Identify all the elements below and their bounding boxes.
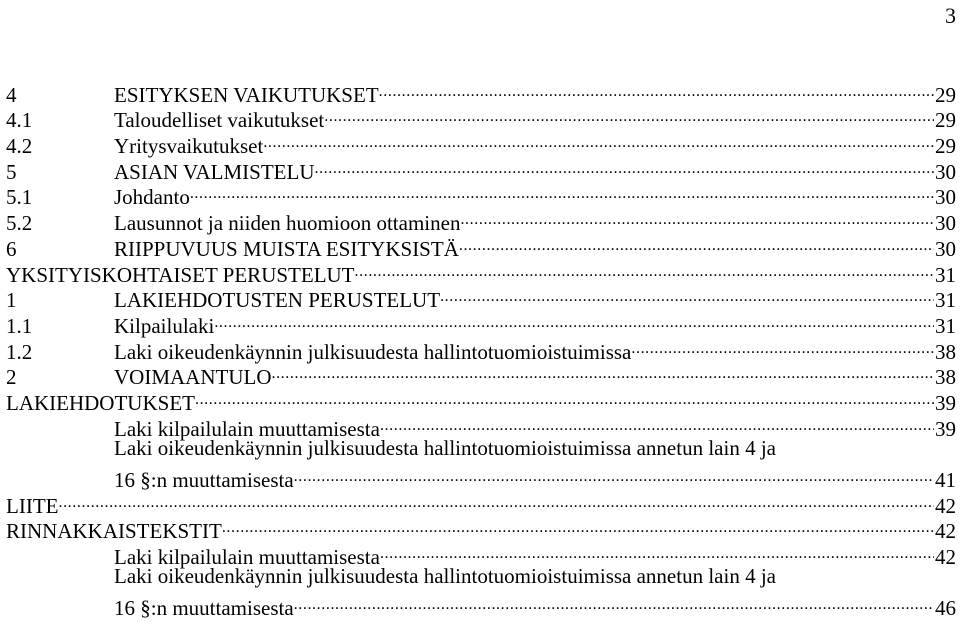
toc-entry-number: 1 (6, 288, 17, 313)
toc-dot-leader (195, 384, 934, 410)
toc-entry-page: 39 (935, 390, 956, 415)
toc-entry-title: 16 §:n muuttamisesta (114, 468, 294, 492)
toc-entry[interactable] (6, 513, 956, 544)
toc-entry-page: 29 (935, 134, 956, 159)
toc-entry-page: 30 (935, 211, 956, 236)
toc-dot-leader (460, 204, 934, 230)
toc-entry-title: RINNAKKAISTEKSTIT (6, 519, 222, 544)
toc-dot-leader (271, 359, 934, 385)
toc-entry[interactable] (6, 76, 956, 107)
toc-entry-page: 38 (935, 365, 956, 390)
toc-entry-number: 5.2 (6, 211, 33, 236)
toc-dot-leader (222, 513, 934, 539)
toc-entry[interactable] (6, 461, 956, 492)
toc-entry-page: 31 (935, 313, 956, 338)
toc-entry-page: 30 (935, 185, 956, 210)
toc-entry-page: 42 (935, 519, 956, 544)
toc-dot-leader (214, 307, 934, 333)
toc-dot-leader (190, 179, 934, 205)
toc-entry-title: Johdanto (114, 185, 190, 210)
toc-entry-page: 38 (935, 339, 956, 364)
toc-entry-number: 6 (6, 236, 17, 261)
toc-entry-number: 4.1 (6, 108, 33, 133)
toc-entry-number: 5 (6, 159, 17, 184)
toc-entry-number: 4.2 (6, 134, 33, 159)
toc-entry-title: 16 §:n muuttamisesta (114, 596, 294, 621)
toc-entry-page: 29 (935, 82, 956, 107)
toc-entry-title: Lausunnot ja niiden huomioon ottaminen (114, 211, 461, 236)
toc-entry-title: VOIMAANTULO (114, 365, 272, 390)
toc-entry-title: Kilpailulaki (114, 313, 215, 338)
toc-entry-page: 42 (935, 493, 956, 518)
toc-entry-page: 42 (935, 545, 956, 570)
toc-entry-title: Taloudelliset vaikutukset (114, 108, 325, 133)
toc-dot-leader (459, 230, 934, 256)
toc-dot-leader (631, 333, 934, 359)
toc-entry-title: Yritysvaikutukset (114, 134, 264, 159)
toc-entry[interactable] (6, 590, 956, 621)
toc-entry-title: ESITYKSEN VAIKUTUKSET (114, 82, 379, 107)
toc-entry-page: 31 (935, 288, 956, 313)
toc-entry-title: LIITE (6, 493, 59, 518)
toc-entry-title-line: Laki oikeudenkäynnin julkisuudesta hallintotuomioistuimissa annetun lain 4 ja (114, 435, 776, 460)
toc-entry-number: 1.2 (6, 339, 33, 364)
toc-dot-leader (314, 153, 934, 179)
toc-entry-page: 30 (935, 236, 956, 261)
toc-entry-title: Laki kilpailulain muuttamisesta (114, 416, 380, 441)
toc-entry-title: YKSITYISKOHTAISET PERUSTELUT (6, 262, 355, 287)
toc-dot-leader (380, 410, 934, 436)
toc-entry-title: RIIPPUVUUS MUISTA ESITYKSISTÄ (114, 236, 459, 261)
toc-entry-number: 1.1 (6, 313, 33, 338)
toc-entry-page: 29 (935, 108, 956, 133)
toc-entry-number: 5.1 (6, 185, 33, 210)
toc-dot-leader (380, 538, 934, 564)
toc-entry-page: 39 (935, 416, 956, 441)
toc-entry-title-line: Laki oikeudenkäynnin julkisuudesta hallintotuomioistuimissa annetun lain 4 ja (114, 564, 776, 589)
toc-entry-number: 2 (6, 365, 17, 390)
toc-dot-leader (263, 127, 934, 153)
toc-dot-leader (294, 461, 934, 487)
toc-entry-title: Laki oikeudenkäynnin julkisuudesta hallintotuomioistuimissa (114, 339, 632, 364)
toc-entry[interactable] (6, 487, 956, 518)
toc-entry-title: Laki kilpailulain muuttamisesta (114, 545, 380, 570)
toc-entry-title: ASIAN VALMISTELU (114, 159, 315, 184)
toc-entry-page: 31 (935, 262, 956, 287)
toc-entry-title: LAKIEHDOTUKSET (6, 390, 195, 415)
toc-dot-leader (294, 590, 934, 616)
toc-entry-page: 30 (935, 159, 956, 184)
toc-entry-number: 4 (6, 82, 17, 107)
toc-dot-leader (440, 282, 934, 308)
toc-dot-leader (58, 487, 934, 513)
table-of-contents (6, 76, 956, 621)
toc-entry-page: 46 (935, 596, 956, 621)
toc-dot-leader (355, 256, 934, 282)
toc-entry-page: 41 (935, 468, 956, 492)
toc-dot-leader (379, 76, 934, 102)
page-number: 3 (945, 3, 956, 28)
toc-entry-title: LAKIEHDOTUSTEN PERUSTELUT (114, 288, 441, 313)
toc-dot-leader (324, 102, 934, 128)
